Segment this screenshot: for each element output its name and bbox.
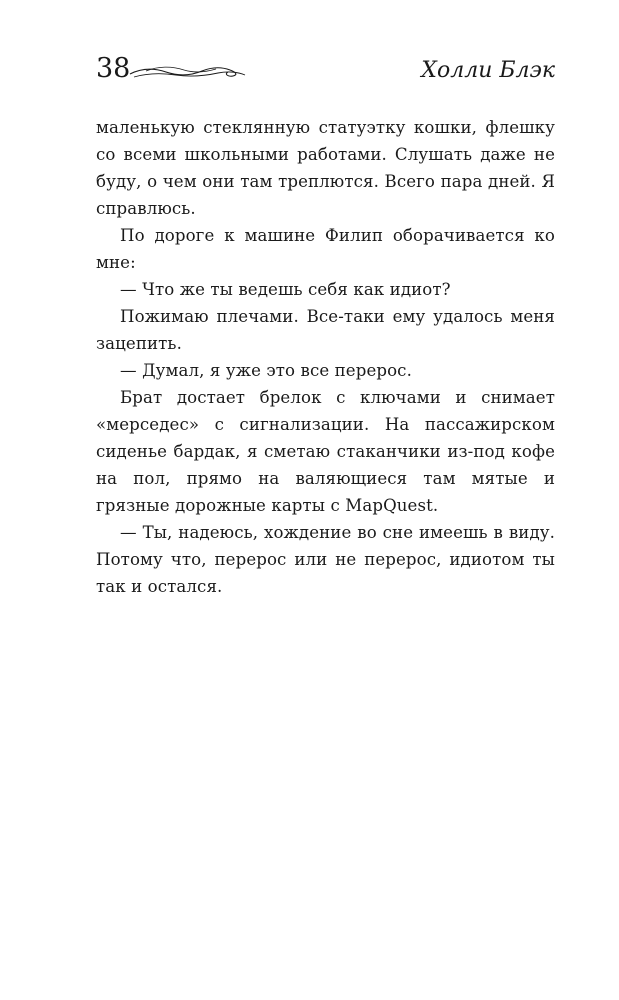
paragraph: — Думал, я уже это все перерос. (120, 361, 412, 380)
body-text (96, 114, 555, 600)
author-name: Холли Блэк (421, 58, 555, 83)
paragraph: По дороге к машине Филип оборачивается ко мне: (96, 226, 555, 272)
paragraph: Пожимаю плечами. Все-таки ему удалось меня зацепить. (96, 307, 555, 353)
paragraph: — Ты, надеюсь, хождение во сне имеешь в виду. Потому что, перерос или не перерос, идиотом ты так и остался. (96, 523, 555, 596)
paragraph: Брат достает брелок с ключами и снимает «мерседес» с сигнализации. На пассажирском сиденье бардак, я сметаю стаканчики из-под кофе на пол, прямо на валяющиеся там мятые и грязные дорожные карты с MapQuest. (96, 388, 555, 515)
page-number: 38 (96, 53, 131, 84)
flourish-ornament-icon (128, 63, 248, 83)
running-header (96, 50, 555, 90)
paragraph: — Что же ты ведешь себя как идиот? (120, 280, 451, 299)
paragraph: маленькую стеклянную статуэтку кошки, флешку со всеми школьными работами. Слушать даже не буду, о чем они там треплются. Всего пара дней. Я справлюсь. (96, 118, 555, 218)
